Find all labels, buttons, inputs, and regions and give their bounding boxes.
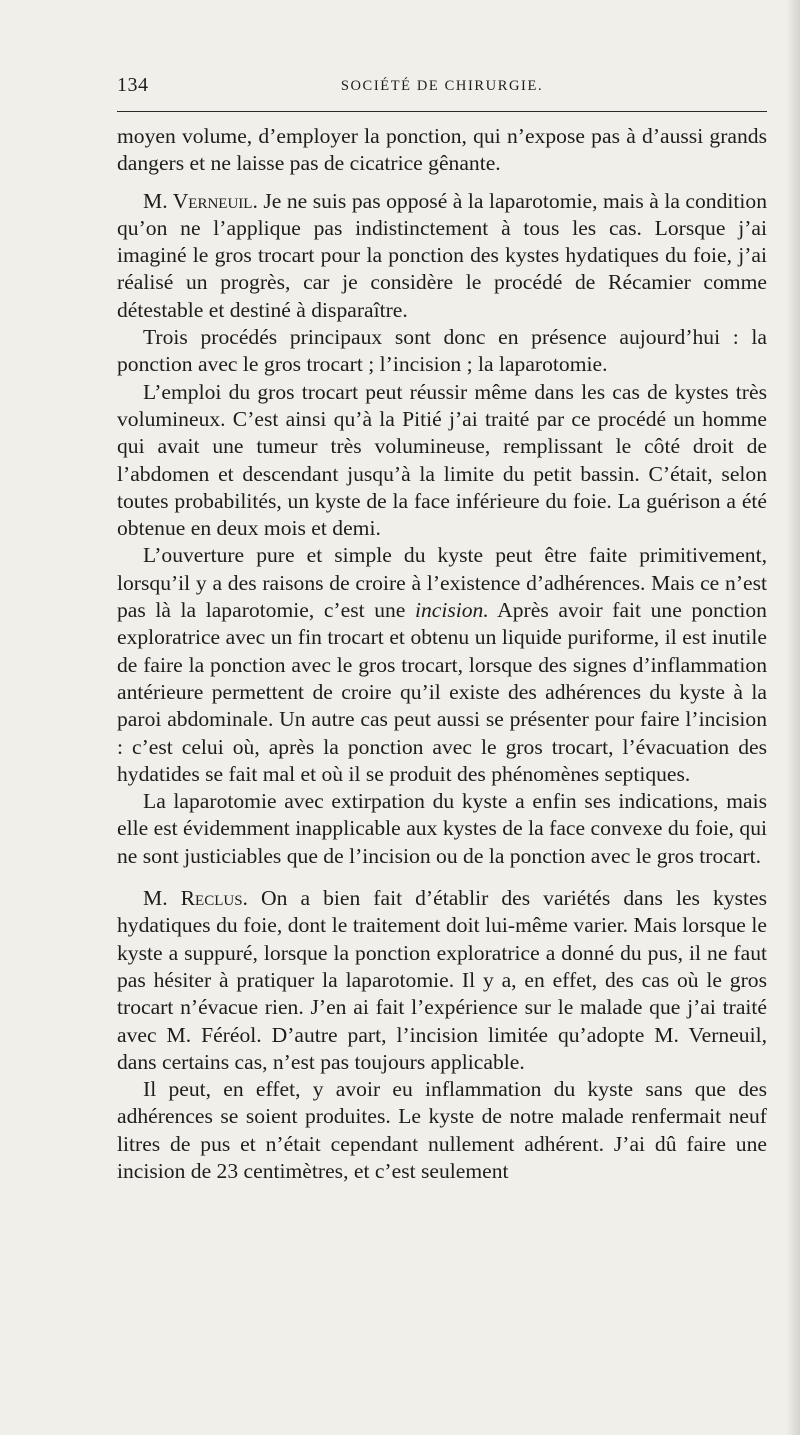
paragraph [117, 379, 767, 543]
paragraph-text: Il peut, en effet, y avoir eu inflammation du kyste sans que des adhérences se soient produites. Le kyste de notre malade renfermait neuf litres de pus et n’était cependant nullement adhérent. J’ai dû faire une incision de 23 centimètres, et c’est seulement [117, 1077, 767, 1183]
page-number: 134 [117, 74, 149, 96]
running-title: SOCIÉTÉ DE CHIRURGIE. [340, 78, 544, 94]
paragraph-reclus [117, 885, 767, 1076]
paragraph [117, 542, 767, 788]
speaker-name: M. Verneuil. [143, 188, 258, 213]
paragraph-text: L’emploi du gros trocart peut réussir même dans les cas de kystes très volumineux. C’est ainsi qu’à la Pitié j’ai traité par ce procédé un homme qui avait une tumeur très volumineuse, remplissant le côté droit de l’abdomen et descendant jusqu’à la limite du petit bassin. C’était, selon toutes probabilités, un kyste de la face inférieure du foie. La guérison a été obtenue en deux mois et demi. [117, 379, 767, 541]
paragraph-text: La laparotomie avec extirpation du kyste a enfin ses indications, mais elle est évidemment inapplicable aux kystes de la face convexe du foie, qui ne sont justiciables que de l’incision ou de la ponction avec le gros trocart. [117, 789, 767, 868]
paragraph-text: Trois procédés principaux sont donc en présence aujourd’hui : la ponction avec le gros trocart ; l’incision ; la laparotomie. [117, 325, 767, 377]
page-edge-shadow [786, 0, 800, 1435]
paragraph-verneuil [117, 188, 767, 324]
paragraph [117, 324, 767, 379]
paragraph [117, 788, 767, 870]
page-header [117, 74, 767, 104]
speaker-name: M. Reclus. [143, 886, 248, 911]
paragraph [117, 1076, 767, 1185]
paragraph-text: On a bien fait d’établir des variétés dans les kystes hydatiques du foie, dont le traitement doit lui-même varier. Mais lorsque le kyste a suppuré, lorsque la ponction exploratrice a donné du pus, il ne faut pas hésiter à pratiquer la laparotomie. Il y a, en effet, des cas où le gros trocart n’évacue rien. J’en ai fait l’expérience sur le malade que j’ai traité avec M. Féréol. D’autre part, l’incision limitée qu’adopte M. Verneuil, dans certains cas, n’est pas toujours applicable. [117, 886, 767, 1074]
paragraph-text: L’ouverture pure et simple du kyste peut être faite primitivement, lorsqu’il y a des raisons de croire à l’existence d’adhérences. Mais ce n’est pas là la laparotomie, c’est une [117, 543, 767, 623]
italic-word: incision. [414, 598, 489, 623]
body-text [117, 123, 767, 1185]
paragraph-text: Après avoir fait une ponction exploratrice avec un fin trocart et obtenu un liquide puriforme, il est inutile de faire la ponction avec le gros trocart, lorsque des signes d’inflammation antérieure permettent de croire qu’il existe des adhérences du kyste à la paroi abdominale. Un autre cas peut aussi se présenter pour faire l’incision : c’est celui où, après la ponction avec le gros trocart, l’évacuation des hydatides se fait mal et où il se produit des phénomènes septiques. [117, 598, 767, 786]
header-rule [117, 111, 767, 112]
paragraph-text: Je ne suis pas opposé à la laparotomie, mais à la condition qu’on ne l’applique pas indistinctement à tous les cas. Lorsque j’ai imaginé le gros trocart pour la ponction des kystes hydatiques du foie, j’ai réalisé un progrès, car je considère le procédé de Récamier comme détestable et destiné à disparaître. [117, 188, 767, 322]
paragraph-continuation [117, 123, 767, 178]
paragraph-text: moyen volume, d’employer la ponction, qui n’expose pas à d’aussi grands dangers et ne laisse pas de cicatrice gênante. [117, 124, 767, 176]
